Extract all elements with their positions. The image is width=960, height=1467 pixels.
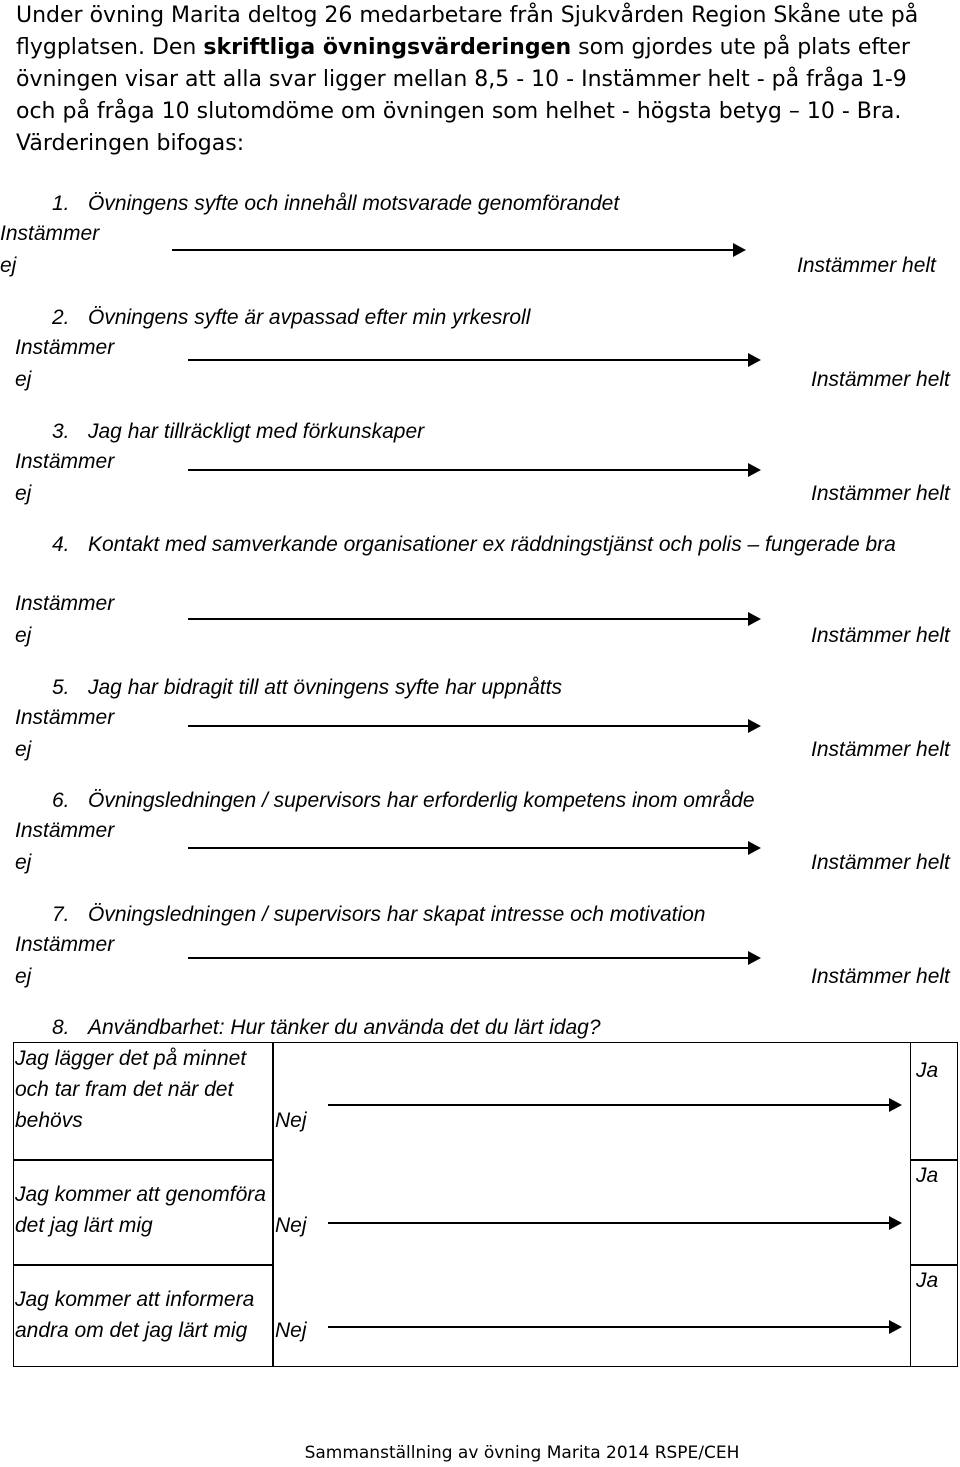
scale-right-label: Instämmer helt bbox=[811, 965, 950, 988]
scale-arrow bbox=[328, 1216, 902, 1230]
scale-right-label: Instämmer helt bbox=[797, 254, 936, 277]
table-row-divider bbox=[14, 1159, 272, 1161]
scale-arrow bbox=[172, 243, 746, 257]
scale-left-label: Instämmer bbox=[0, 222, 100, 245]
question-4 bbox=[52, 530, 912, 559]
question-text: Jag har bidragit till att övningens syfte har uppnåtts bbox=[88, 676, 562, 699]
usability-option-text: det jag lärt mig bbox=[15, 1214, 153, 1237]
intro-bold-text: skriftliga övningsvärderingen bbox=[203, 35, 572, 60]
scale-left-label-2: ej bbox=[15, 624, 32, 647]
table-divider bbox=[272, 1043, 274, 1366]
usability-option-text: Jag kommer att informera bbox=[15, 1288, 255, 1311]
scale-arrow bbox=[188, 353, 761, 367]
scale-left-label: Instämmer bbox=[15, 336, 115, 359]
scale-left-label: Instämmer bbox=[15, 592, 115, 615]
question-number: 7. bbox=[52, 903, 70, 926]
scale-left-label-2: ej bbox=[15, 965, 32, 988]
question-1 bbox=[52, 189, 912, 218]
usability-option-text: Jag lägger det på minnet bbox=[15, 1047, 247, 1070]
scale-left-label: Instämmer bbox=[15, 819, 115, 842]
table-row-divider bbox=[910, 1159, 957, 1161]
question-number: 1. bbox=[52, 192, 70, 215]
footer-text: Sammanställning av övning Marita 2014 RSPE/CEH bbox=[304, 1443, 740, 1463]
question-number: 2. bbox=[52, 306, 70, 329]
intro-text-2: som gjordes ute på plats efter övningen visar att alla svar ligger mellan 8,5 - 10 - Instämmer helt - på fråga 1-9 och på fråga 10 slutomdöme om övningen som helhet - högsta betyg – 10 - Bra. Värderingen bifogas: bbox=[16, 35, 910, 156]
yes-label: Ja bbox=[916, 1164, 939, 1187]
scale-right-label: Instämmer helt bbox=[811, 738, 950, 761]
no-label: Nej bbox=[275, 1319, 307, 1342]
usability-option-text: och tar fram det när det bbox=[15, 1078, 234, 1101]
scale-right-label: Instämmer helt bbox=[811, 624, 950, 647]
scale-left-label-2: ej bbox=[15, 368, 32, 391]
scale-left-label-2: ej bbox=[15, 851, 32, 874]
question-text: Jag har tillräckligt med förkunskaper bbox=[88, 420, 425, 443]
scale-arrow bbox=[188, 719, 761, 733]
question-number: 4. bbox=[52, 533, 70, 556]
question-number: 3. bbox=[52, 420, 70, 443]
scale-arrow bbox=[328, 1098, 902, 1112]
scale-right-label: Instämmer helt bbox=[811, 368, 950, 391]
question-5 bbox=[52, 673, 912, 702]
question-3 bbox=[52, 417, 912, 446]
yes-label: Ja bbox=[916, 1059, 939, 1082]
scale-right-label: Instämmer helt bbox=[811, 482, 950, 505]
question-6 bbox=[52, 786, 912, 815]
scale-arrow bbox=[188, 951, 761, 965]
scale-arrow bbox=[328, 1320, 902, 1334]
question-8 bbox=[52, 1013, 912, 1042]
question-text: Kontakt med samverkande organisationer ex räddningstjänst och polis – fungerade bra bbox=[88, 533, 896, 556]
scale-arrow bbox=[188, 612, 761, 626]
question-number: 6. bbox=[52, 789, 70, 812]
question-7 bbox=[52, 900, 912, 929]
intro-paragraph bbox=[16, 0, 946, 160]
question-text: Användbarhet: Hur tänker du använda det du lärt idag? bbox=[88, 1016, 601, 1039]
yes-label: Ja bbox=[916, 1269, 939, 1292]
no-label: Nej bbox=[275, 1214, 307, 1237]
scale-left-label: Instämmer bbox=[15, 450, 115, 473]
usability-option-text: Jag kommer att genomföra bbox=[15, 1183, 266, 1206]
scale-left-label: Instämmer bbox=[15, 933, 115, 956]
table-row-divider bbox=[14, 1264, 272, 1266]
question-text: Övningens syfte och innehåll motsvarade genomförandet bbox=[88, 192, 620, 215]
no-label: Nej bbox=[275, 1109, 307, 1132]
scale-left-label-2: ej bbox=[15, 482, 32, 505]
scale-arrow bbox=[188, 841, 761, 855]
intro-text-1: Under övning Marita deltog 26 medarbetare från Sjukvården Region Skåne ute på flygplatsen. Den bbox=[16, 3, 919, 60]
scale-arrow bbox=[188, 463, 761, 477]
scale-left-label-2: ej bbox=[0, 254, 17, 277]
question-number: 5. bbox=[52, 676, 70, 699]
question-text: Övningsledningen / supervisors har erforderlig kompetens inom område bbox=[88, 789, 755, 812]
scale-left-label-2: ej bbox=[15, 738, 32, 761]
table-divider bbox=[910, 1043, 912, 1366]
usability-option-text: andra om det jag lärt mig bbox=[15, 1319, 248, 1342]
scale-right-label: Instämmer helt bbox=[811, 851, 950, 874]
question-text: Övningens syfte är avpassad efter min yrkesroll bbox=[88, 306, 531, 329]
question-2 bbox=[52, 303, 912, 332]
table-row-divider bbox=[910, 1264, 957, 1266]
scale-left-label: Instämmer bbox=[15, 706, 115, 729]
question-text: Övningsledningen / supervisors har skapat intresse och motivation bbox=[88, 903, 706, 926]
usability-option-text: behövs bbox=[15, 1109, 83, 1132]
question-number: 8. bbox=[52, 1016, 70, 1039]
